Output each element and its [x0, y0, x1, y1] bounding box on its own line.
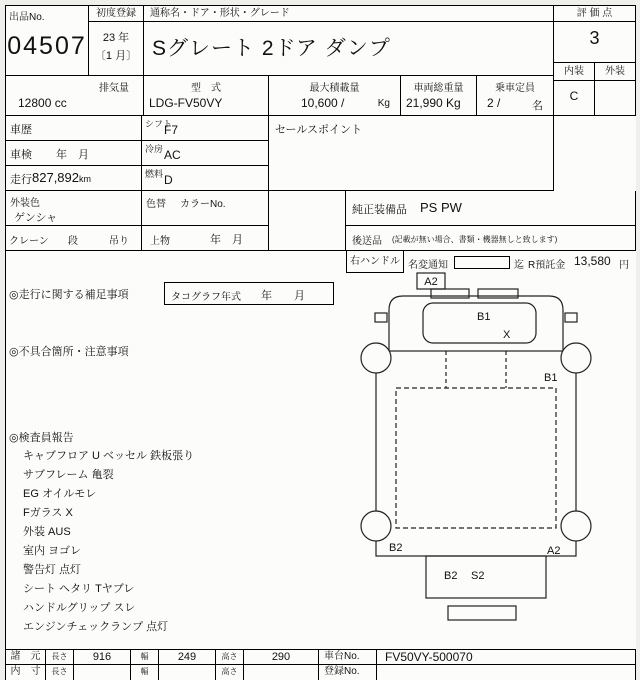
crane-cell [6, 226, 142, 251]
equipment-cell [346, 191, 636, 226]
inspector-report-item: ハンドルグリップ スレ [23, 602, 136, 614]
registration-no-value [377, 665, 636, 680]
mileage-note-title: ◎走行に関する補足事項 [9, 289, 129, 301]
inspector-report-item: サブフレーム 亀裂 [23, 469, 114, 481]
inspector-report-item: EG オイルモレ [23, 488, 97, 500]
first-reg-year: 23 年 [102, 32, 130, 44]
wheel-rear-left [361, 511, 391, 541]
shift-cell [142, 116, 269, 141]
first-reg-month: 〔1 月〕 [94, 50, 138, 62]
inspector-report-item: キャブフロア U ベッセル 鉄板張り [23, 450, 195, 462]
upper-body-label: 上物 [150, 236, 170, 247]
ext-color-cell [6, 191, 142, 226]
spacer-cell [269, 191, 346, 251]
model-value: LDG-FV50VY [149, 96, 223, 110]
history-cell [6, 116, 142, 141]
fuel-cell [142, 166, 269, 191]
color-no-label: カラーNo. [180, 199, 226, 210]
capacity-label: 乗車定員 [495, 83, 535, 94]
ext-color-label: 外装色 [10, 198, 40, 209]
payload-unit: Kg [377, 98, 390, 109]
chassis-no-value: FV50VY-500070 [377, 649, 636, 665]
tachograph-label: タコグラフ年式 [171, 292, 241, 303]
gvw-cell [401, 76, 477, 116]
inner-length-value [74, 665, 131, 680]
color-change-label: 色替 [146, 199, 166, 210]
vehicle-name-value: Sグレート 2ドア ダンプ [152, 37, 391, 60]
lot-cell [6, 6, 89, 76]
specs-label: 諸 元 [6, 649, 46, 665]
handle-badge: 右ハンドル [346, 250, 404, 273]
recycle-deposit-value: 13,580 [574, 254, 611, 268]
consign-label: 後送品 [352, 236, 382, 247]
ac-value: AC [164, 148, 181, 162]
inspection-label: 車検 [10, 149, 32, 161]
width-value: 249 [159, 649, 216, 665]
diagram-rear-right-mark: A2 [547, 545, 561, 557]
inspector-report-item: 警告灯 点灯 [23, 564, 82, 576]
score-cell [554, 6, 636, 63]
shift-label: シフト [145, 119, 173, 129]
inspector-report-item: シート ヘタリ Tヤブレ [23, 583, 135, 595]
length-value: 916 [74, 649, 131, 665]
displacement-value: 12800 cc [18, 96, 67, 110]
inner-width-label: 幅 [131, 665, 159, 680]
inspector-report-item: 外装 AUS [23, 526, 71, 538]
diagram-top-mark: A2 [424, 276, 438, 288]
diagram-tail-mark1: B2 [444, 570, 458, 582]
registration-no-label: 登録No. [319, 665, 377, 680]
capacity-cell [477, 76, 554, 116]
chassis-no-label: 車台No. [319, 649, 377, 665]
ac-cell [142, 141, 269, 166]
inner-height-value [244, 665, 319, 680]
wheel-rear-right [561, 511, 591, 541]
capacity-value: 2 / [487, 96, 501, 110]
defect-note-title: ◎不具合箇所・注意事項 [9, 346, 129, 358]
interior-grade: C [554, 80, 595, 115]
lot-label: 出品No. [9, 12, 45, 23]
sales-point-cell [269, 116, 554, 191]
vehicle-damage-diagram [351, 263, 601, 643]
interior-label: 内装 [554, 63, 595, 80]
mileage-value: 827,892 [32, 170, 79, 185]
height-value: 290 [244, 649, 319, 665]
inspector-report-list [23, 447, 323, 637]
payload-value: 10,600 / [301, 96, 345, 110]
diagram-side-mark: B1 [544, 372, 558, 384]
inner-length-label: 長さ [46, 665, 74, 680]
diagram-cab-mark: B1 [477, 311, 491, 323]
payload-label: 最大積載量 [309, 83, 360, 94]
capacity-unit: 名 [532, 100, 543, 112]
exterior-label: 外装 [605, 66, 625, 77]
grade-cell [554, 63, 636, 116]
mileage-unit: km [79, 174, 91, 184]
auction-sheet [5, 5, 636, 680]
shift-value: F7 [164, 123, 179, 137]
recycle-deposit-unit: 円 [619, 260, 629, 271]
vehicle-name-cell [144, 6, 554, 76]
first-reg-cell [89, 6, 144, 76]
mirror-right [565, 313, 577, 322]
consign-cell [346, 226, 636, 251]
inspector-report-item: 室内 ヨゴレ [23, 545, 82, 557]
fuel-value: D [164, 173, 173, 187]
inner-dims-label: 内 寸 [6, 665, 46, 680]
mirror-left [375, 313, 387, 322]
displacement-cell [6, 76, 144, 116]
name-change-label: 名変通知 [408, 260, 448, 271]
gvw-label: 車両総重量 [413, 83, 464, 94]
model-label: 型 式 [191, 83, 221, 94]
crane-label: クレーン [9, 236, 49, 247]
windshield-outline [423, 303, 536, 343]
width-label: 幅 [131, 649, 159, 665]
inspector-report-item: Fガラス X [23, 507, 73, 519]
history-label: 車歴 [10, 124, 32, 136]
inspection-cell [6, 141, 142, 166]
roof-marker-right [478, 289, 518, 298]
ext-color-value: ゲンシャ [14, 212, 58, 224]
roof-marker-left [431, 289, 469, 298]
inspector-report-item: エンジンチェックランプ 点灯 [23, 621, 169, 633]
sales-point-label: セールスポイント [275, 124, 363, 136]
crane-hang-label: 吊り [109, 236, 129, 247]
displacement-label: 排気量 [99, 83, 129, 94]
upper-body-cell [142, 226, 269, 251]
wheel-front-right [561, 343, 591, 373]
diagram-tail-mark2: S2 [471, 570, 485, 582]
vehicle-name-label: 通称名・ドア・形状・グレード [144, 6, 553, 22]
until-label: 迄 [514, 260, 524, 271]
rear-bumper-outline [448, 606, 516, 620]
wheel-front-left [361, 343, 391, 373]
tachograph-value: 年 月 [261, 290, 305, 302]
equipment-value: PS PW [420, 200, 462, 215]
first-reg-label: 初度登録 [89, 6, 143, 22]
payload-cell [269, 76, 401, 116]
inner-height-label: 高さ [216, 665, 244, 680]
score-value: 3 [589, 28, 600, 48]
model-cell [144, 76, 269, 116]
inner-width-value [159, 665, 216, 680]
upper-body-value: 年 月 [210, 234, 243, 246]
equipment-label: 純正装備品 [352, 204, 407, 216]
lot-number: 04507 [7, 32, 87, 60]
height-label: 高さ [216, 649, 244, 665]
recycle-deposit-label: R預託金 [528, 260, 566, 271]
inspection-value: 年 月 [56, 149, 89, 161]
mileage-label: 走行 [10, 174, 32, 186]
score-label: 評 価 点 [554, 6, 635, 22]
tachograph-box [164, 282, 334, 305]
diagram-cab-mark2: X [503, 329, 511, 341]
fuel-label: 燃料 [145, 169, 164, 179]
inspector-report-title: ◎検査員報告 [9, 432, 74, 444]
bed-inner-dashed [396, 388, 556, 528]
length-label: 長さ [46, 649, 74, 665]
consign-note: (記載が無い場合、書類・機器無しと致します) [392, 235, 558, 244]
color-change-cell [142, 191, 269, 226]
crane-step-label: 段 [68, 236, 78, 247]
ac-label: 冷房 [145, 144, 164, 154]
diagram-rear-left-mark: B2 [389, 542, 403, 554]
mileage-cell [6, 166, 142, 191]
gvw-value: 21,990 Kg [406, 96, 461, 110]
